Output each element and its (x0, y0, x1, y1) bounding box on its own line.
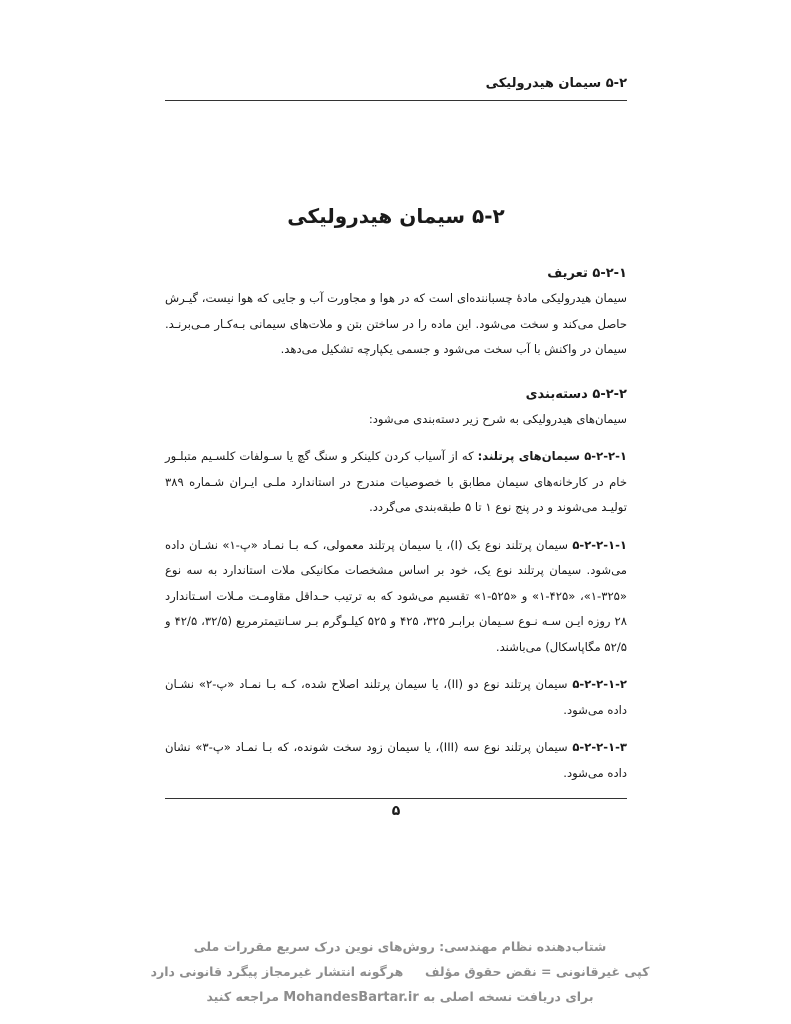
type2-label: ۵-۲-۲-۱-۲ (572, 677, 627, 691)
page-title: ۵-۲ سیمان هیدرولیکی (287, 204, 505, 228)
watermark-site-link[interactable]: MohandesBartar.ir (283, 990, 419, 1005)
classification-heading: ۵-۲-۲ دسته‌بندی (525, 386, 627, 402)
type3-paragraph (165, 735, 627, 786)
watermark-line-3-prefix: برای دریافت نسخه اصلی به (418, 989, 594, 1004)
type1-text: سیمان پرتلند نوع یک (I)، یا سیمان پرتلند معمولی، کـه بـا نمـاد «پ-۱» نشـان داده می‌شود. سیمان پرتلند نوع یک، خود بر اساس مشخصات مکانیکی ملات استاندارد به سه نوع «۳۲۵-۱»، «۴۲۵-۱» و «۵۲۵-۱» تقسیم می‌شود که به ترتیب حـداقل مقاومـت مـلات اسـتاندارد ۲۸ روزه ایـن سـه نـوع سـیمان برابـر ۳۲۵، ۴۲۵ و ۵۲۵ کیلـوگرم بـر سـانتیمترمربع (۳۲/۵، ۴۲/۵ و ۵۲/۵ مگاپاسکال) می‌باشند. (165, 537, 627, 654)
footer-divider (165, 798, 627, 799)
definition-heading: ۵-۲-۱ تعریف (547, 266, 627, 281)
watermark-line-3 (120, 984, 680, 1010)
definition-paragraph: سیمان هیدرولیکی مادهٔ چسباننده‌ای است که در هوا و مجاورت آب و جایی که هوا نیست، گیـرش حاصل می‌کند و سخت می‌شود. این ماده را در ساختن بتن و ملات‌های سیمانی بـه‌کـار مـی‌برنـد. سیمان در واکنش با آب سخت می‌شود و جسمی یکپارچه تشکیل می‌دهد. (165, 291, 627, 356)
watermark-line-1: شتاب‌دهنده نظام مهندسی: روش‌های نوین درک سریع مقررات ملی (193, 939, 607, 954)
watermark (120, 934, 680, 1010)
type1-paragraph (165, 533, 627, 661)
document-body (165, 262, 627, 786)
running-header (165, 74, 627, 101)
watermark-line-3-suffix: مراجعه کنید (206, 989, 284, 1004)
type2-text: سیمان پرتلند نوع دو (II)، یا سیمان پرتلند اصلاح شده، کـه بـا نمـاد «پ-۲» نشـان داده می‌شود. (165, 677, 627, 717)
classification-intro: سیمان‌های هیدرولیکی به شرح زیر دسته‌بندی می‌شود: (368, 411, 627, 426)
type1-label: ۵-۲-۲-۱-۱ (572, 537, 627, 552)
portland-cement-text: که از آسیاب کردن کلینکر و سنگ گچ یا سـولفات کلسـیم متبلـور خام در کارخانه‌های سیمان مطابق با خصوصیات مندرج در استاندارد ملـی ایـران شـماره ۳۸۹ تولیـد می‌شوند و در پنج نوع ۱ تا ۵ طبقه‌بندی می‌گردد. (165, 449, 627, 514)
portland-cement-label: ۵-۲-۲-۱ سیمان‌های پرتلند: (477, 449, 627, 463)
page-number: ۵ (391, 803, 401, 819)
watermark-line-2: کپی غیرقانونی = نقض حقوق مؤلف هرگونه انتشار غیرمجاز پیگرد قانونی دارد (150, 964, 650, 979)
running-title: ۵-۲ سیمان هیدرولیکی (485, 76, 627, 91)
type3-label: ۵-۲-۲-۱-۳ (572, 740, 627, 754)
type2-paragraph (165, 672, 627, 723)
portland-cement-paragraph (165, 444, 627, 521)
type3-text: سیمان پرتلند نوع سه (III)، یا سیمان زود سخت شونده، که بـا نمـاد «پ-۳» نشان داده می‌شود. (165, 740, 627, 780)
